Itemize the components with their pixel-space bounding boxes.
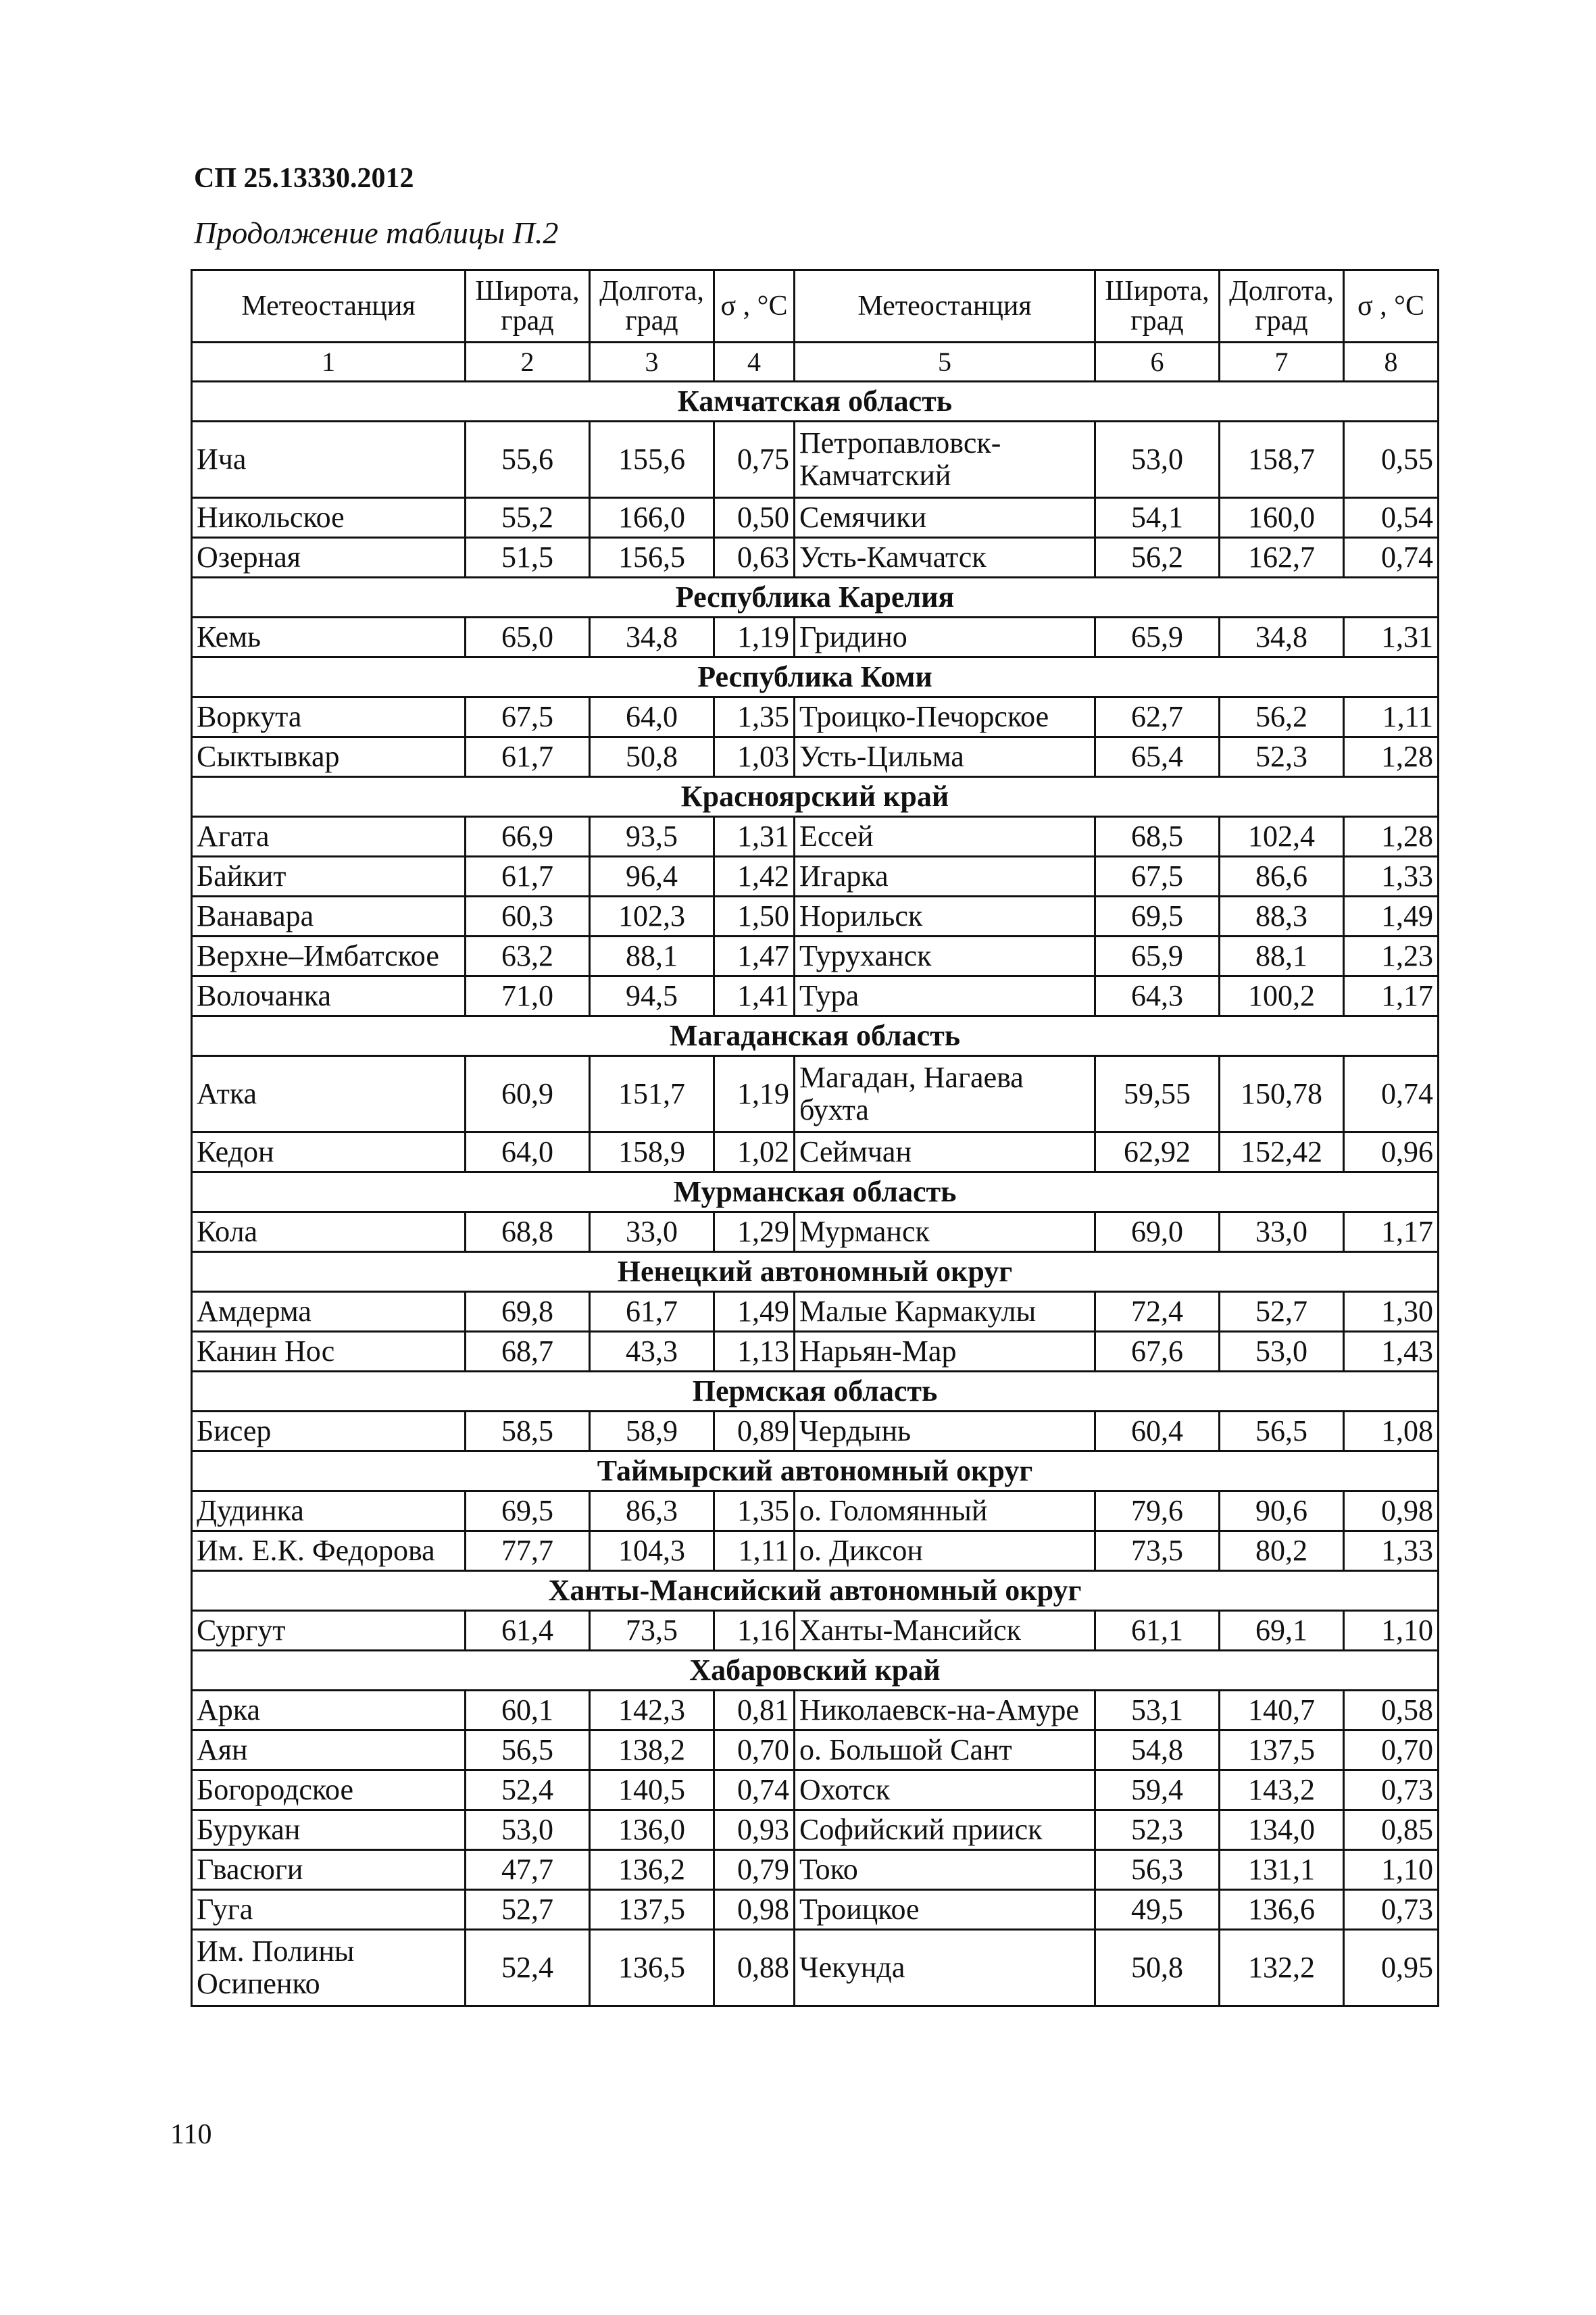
longitude-cell: 151,7 <box>590 1056 714 1132</box>
table-row <box>192 857 1439 897</box>
latitude-cell: 56,5 <box>466 1731 590 1770</box>
region-title: Ханты-Мансийский автономный округ <box>192 1571 1439 1611</box>
longitude-cell: 33,0 <box>1220 1212 1344 1252</box>
meteostation-table <box>191 269 1439 2007</box>
station-name-cell: Атка <box>192 1056 466 1132</box>
longitude-cell: 58,9 <box>590 1412 714 1451</box>
longitude-cell: 90,6 <box>1220 1491 1344 1531</box>
longitude-cell: 162,7 <box>1220 538 1344 578</box>
sigma-cell: 1,23 <box>1344 937 1439 976</box>
longitude-cell: 88,1 <box>590 937 714 976</box>
longitude-cell: 64,0 <box>590 697 714 737</box>
station-name-cell: Агата <box>192 817 466 857</box>
latitude-cell: 53,0 <box>1095 422 1220 498</box>
region-title: Республика Карелия <box>192 578 1439 618</box>
latitude-cell: 62,7 <box>1095 697 1220 737</box>
station-name-cell: Софийский прииск <box>795 1810 1095 1850</box>
longitude-cell: 53,0 <box>1220 1332 1344 1372</box>
station-name-cell: Троицкое <box>795 1890 1095 1930</box>
region-row <box>192 1016 1439 1056</box>
latitude-cell: 66,9 <box>466 817 590 857</box>
latitude-cell: 65,4 <box>1095 737 1220 777</box>
sigma-cell: 0,98 <box>714 1890 795 1930</box>
latitude-cell: 68,5 <box>1095 817 1220 857</box>
station-name-cell: Ванавара <box>192 897 466 937</box>
sigma-cell: 1,02 <box>714 1132 795 1172</box>
station-name-cell: Туруханск <box>795 937 1095 976</box>
station-name-cell: Семячики <box>795 498 1095 538</box>
region-row <box>192 1651 1439 1691</box>
longitude-cell: 136,0 <box>590 1810 714 1850</box>
sigma-cell: 1,28 <box>1344 737 1439 777</box>
region-row <box>192 657 1439 697</box>
longitude-cell: 137,5 <box>1220 1731 1344 1770</box>
latitude-cell: 71,0 <box>466 976 590 1016</box>
header-row <box>192 270 1439 343</box>
table-row <box>192 498 1439 538</box>
latitude-cell: 60,3 <box>466 897 590 937</box>
latitude-cell: 79,6 <box>1095 1491 1220 1531</box>
header-sigma-1: σ , °С <box>714 270 795 343</box>
longitude-cell: 80,2 <box>1220 1531 1344 1571</box>
latitude-cell: 49,5 <box>1095 1890 1220 1930</box>
latitude-cell: 61,1 <box>1095 1611 1220 1651</box>
latitude-cell: 67,5 <box>466 697 590 737</box>
station-name-cell: Охотск <box>795 1770 1095 1810</box>
station-name-cell: Верхне–Имбатское <box>192 937 466 976</box>
sigma-cell: 0,70 <box>714 1731 795 1770</box>
latitude-cell: 56,2 <box>1095 538 1220 578</box>
longitude-cell: 140,5 <box>590 1770 714 1810</box>
table-row <box>192 1770 1439 1810</box>
latitude-cell: 53,0 <box>466 1810 590 1850</box>
region-row <box>192 1372 1439 1412</box>
longitude-cell: 34,8 <box>590 618 714 657</box>
longitude-cell: 86,6 <box>1220 857 1344 897</box>
sigma-cell: 1,49 <box>714 1292 795 1332</box>
latitude-cell: 60,9 <box>466 1056 590 1132</box>
table-row <box>192 1056 1439 1132</box>
longitude-cell: 152,42 <box>1220 1132 1344 1172</box>
station-name-cell: о. Голомянный <box>795 1491 1095 1531</box>
longitude-cell: 102,4 <box>1220 817 1344 857</box>
station-name-cell: Им. Полины Осипенко <box>192 1930 466 2006</box>
station-name-cell: Арка <box>192 1691 466 1731</box>
header-longitude-1: Долгота, град <box>590 270 714 343</box>
longitude-cell: 86,3 <box>590 1491 714 1531</box>
longitude-cell: 73,5 <box>590 1611 714 1651</box>
longitude-cell: 132,2 <box>1220 1930 1344 2006</box>
sigma-cell: 1,41 <box>714 976 795 1016</box>
latitude-cell: 65,9 <box>1095 618 1220 657</box>
region-title: Республика Коми <box>192 657 1439 697</box>
table-row <box>192 1531 1439 1571</box>
station-name-cell: о. Большой Сант <box>795 1731 1095 1770</box>
column-number: 2 <box>466 343 590 382</box>
station-name-cell: Аян <box>192 1731 466 1770</box>
region-row <box>192 1571 1439 1611</box>
sigma-cell: 1,35 <box>714 1491 795 1531</box>
station-name-cell: Ханты-Мансийск <box>795 1611 1095 1651</box>
region-title: Таймырский автономный округ <box>192 1451 1439 1491</box>
latitude-cell: 72,4 <box>1095 1292 1220 1332</box>
longitude-cell: 134,0 <box>1220 1810 1344 1850</box>
column-number: 1 <box>192 343 466 382</box>
sigma-cell: 1,31 <box>1344 618 1439 657</box>
sigma-cell: 1,10 <box>1344 1611 1439 1651</box>
latitude-cell: 59,55 <box>1095 1056 1220 1132</box>
latitude-cell: 69,0 <box>1095 1212 1220 1252</box>
sigma-cell: 1,29 <box>714 1212 795 1252</box>
station-name-cell: Николаевск-на-Амуре <box>795 1691 1095 1731</box>
latitude-cell: 54,8 <box>1095 1731 1220 1770</box>
longitude-cell: 138,2 <box>590 1731 714 1770</box>
longitude-cell: 160,0 <box>1220 498 1344 538</box>
sigma-cell: 0,98 <box>1344 1491 1439 1531</box>
table-body <box>192 382 1439 2006</box>
header-latitude-2: Широта, град <box>1095 270 1220 343</box>
longitude-cell: 88,1 <box>1220 937 1344 976</box>
latitude-cell: 68,8 <box>466 1212 590 1252</box>
column-number: 5 <box>795 343 1095 382</box>
table-row <box>192 1332 1439 1372</box>
longitude-cell: 94,5 <box>590 976 714 1016</box>
station-name-cell: Кемь <box>192 618 466 657</box>
latitude-cell: 60,4 <box>1095 1412 1220 1451</box>
longitude-cell: 131,1 <box>1220 1850 1344 1890</box>
sigma-cell: 1,47 <box>714 937 795 976</box>
sigma-cell: 1,10 <box>1344 1850 1439 1890</box>
longitude-cell: 102,3 <box>590 897 714 937</box>
station-name-cell: Усть-Цильма <box>795 737 1095 777</box>
table-row <box>192 422 1439 498</box>
longitude-cell: 33,0 <box>590 1212 714 1252</box>
sigma-cell: 0,58 <box>1344 1691 1439 1731</box>
station-name-cell: Игарка <box>795 857 1095 897</box>
station-name-cell: Чекунда <box>795 1930 1095 2006</box>
latitude-cell: 55,2 <box>466 498 590 538</box>
sigma-cell: 1,11 <box>714 1531 795 1571</box>
table-row <box>192 1132 1439 1172</box>
station-name-cell: Гвасюги <box>192 1850 466 1890</box>
longitude-cell: 158,9 <box>590 1132 714 1172</box>
region-row <box>192 382 1439 422</box>
sigma-cell: 0,55 <box>1344 422 1439 498</box>
longitude-cell: 104,3 <box>590 1531 714 1571</box>
sigma-cell: 0,89 <box>714 1412 795 1451</box>
sigma-cell: 1,31 <box>714 817 795 857</box>
sigma-cell: 1,42 <box>714 857 795 897</box>
table-row <box>192 1292 1439 1332</box>
sigma-cell: 0,74 <box>1344 1056 1439 1132</box>
station-name-cell: Канин Нос <box>192 1332 466 1372</box>
station-name-cell: Бисер <box>192 1412 466 1451</box>
station-name-cell: Волочанка <box>192 976 466 1016</box>
longitude-cell: 34,8 <box>1220 618 1344 657</box>
station-name-cell: Норильск <box>795 897 1095 937</box>
latitude-cell: 73,5 <box>1095 1531 1220 1571</box>
table-row <box>192 817 1439 857</box>
table-row <box>192 1491 1439 1531</box>
longitude-cell: 143,2 <box>1220 1770 1344 1810</box>
latitude-cell: 69,5 <box>1095 897 1220 937</box>
longitude-cell: 61,7 <box>590 1292 714 1332</box>
sigma-cell: 0,95 <box>1344 1930 1439 2006</box>
region-row <box>192 777 1439 817</box>
longitude-cell: 50,8 <box>590 737 714 777</box>
table-row <box>192 1850 1439 1890</box>
header-longitude-2: Долгота, град <box>1220 270 1344 343</box>
region-row <box>192 1252 1439 1292</box>
station-name-cell: Нарьян-Мар <box>795 1332 1095 1372</box>
sigma-cell: 0,85 <box>1344 1810 1439 1850</box>
table-row <box>192 1412 1439 1451</box>
header-latitude-1: Широта, град <box>466 270 590 343</box>
table-row <box>192 737 1439 777</box>
latitude-cell: 58,5 <box>466 1412 590 1451</box>
longitude-cell: 136,5 <box>590 1930 714 2006</box>
longitude-cell: 93,5 <box>590 817 714 857</box>
station-name-cell: Богородское <box>192 1770 466 1810</box>
latitude-cell: 64,0 <box>466 1132 590 1172</box>
latitude-cell: 55,6 <box>466 422 590 498</box>
longitude-cell: 52,7 <box>1220 1292 1344 1332</box>
region-title: Красноярский край <box>192 777 1439 817</box>
sigma-cell: 1,17 <box>1344 1212 1439 1252</box>
table-caption: Продолжение таблицы П.2 <box>194 216 559 250</box>
longitude-cell: 136,2 <box>590 1850 714 1890</box>
latitude-cell: 63,2 <box>466 937 590 976</box>
sigma-cell: 0,93 <box>714 1810 795 1850</box>
latitude-cell: 64,3 <box>1095 976 1220 1016</box>
station-name-cell: Кедон <box>192 1132 466 1172</box>
latitude-cell: 77,7 <box>466 1531 590 1571</box>
latitude-cell: 69,8 <box>466 1292 590 1332</box>
table-row <box>192 1691 1439 1731</box>
longitude-cell: 140,7 <box>1220 1691 1344 1731</box>
station-name-cell: Озерная <box>192 538 466 578</box>
sigma-cell: 0,96 <box>1344 1132 1439 1172</box>
station-name-cell: Сеймчан <box>795 1132 1095 1172</box>
latitude-cell: 52,4 <box>466 1770 590 1810</box>
longitude-cell: 56,5 <box>1220 1412 1344 1451</box>
longitude-cell: 142,3 <box>590 1691 714 1731</box>
sigma-cell: 0,50 <box>714 498 795 538</box>
table-row <box>192 538 1439 578</box>
latitude-cell: 56,3 <box>1095 1850 1220 1890</box>
station-name-cell: Гридино <box>795 618 1095 657</box>
longitude-cell: 43,3 <box>590 1332 714 1372</box>
table-row <box>192 976 1439 1016</box>
longitude-cell: 136,6 <box>1220 1890 1344 1930</box>
latitude-cell: 67,6 <box>1095 1332 1220 1372</box>
region-title: Камчатская область <box>192 382 1439 422</box>
table-row <box>192 897 1439 937</box>
column-number: 7 <box>1220 343 1344 382</box>
latitude-cell: 53,1 <box>1095 1691 1220 1731</box>
sigma-cell: 1,50 <box>714 897 795 937</box>
sigma-cell: 1,11 <box>1344 697 1439 737</box>
station-name-cell: Сыктывкар <box>192 737 466 777</box>
longitude-cell: 150,78 <box>1220 1056 1344 1132</box>
longitude-cell: 156,5 <box>590 538 714 578</box>
longitude-cell: 137,5 <box>590 1890 714 1930</box>
table-row <box>192 697 1439 737</box>
region-title: Магаданская область <box>192 1016 1439 1056</box>
sigma-cell: 1,49 <box>1344 897 1439 937</box>
sigma-cell: 1,17 <box>1344 976 1439 1016</box>
longitude-cell: 88,3 <box>1220 897 1344 937</box>
sigma-cell: 0,74 <box>1344 538 1439 578</box>
sigma-cell: 1,35 <box>714 697 795 737</box>
region-row <box>192 1172 1439 1212</box>
column-number: 8 <box>1344 343 1439 382</box>
table-row <box>192 1890 1439 1930</box>
station-name-cell: Мурманск <box>795 1212 1095 1252</box>
station-name-cell: Байкит <box>192 857 466 897</box>
station-name-cell: Дудинка <box>192 1491 466 1531</box>
sigma-cell: 0,73 <box>1344 1890 1439 1930</box>
station-name-cell: Троицко-Печорское <box>795 697 1095 737</box>
station-name-cell: Ича <box>192 422 466 498</box>
station-name-cell: Усть-Камчатск <box>795 538 1095 578</box>
station-name-cell: Магадан, Нагаева бухта <box>795 1056 1095 1132</box>
region-title: Мурманская область <box>192 1172 1439 1212</box>
sigma-cell: 1,19 <box>714 1056 795 1132</box>
column-number: 4 <box>714 343 795 382</box>
sigma-cell: 1,33 <box>1344 1531 1439 1571</box>
longitude-cell: 52,3 <box>1220 737 1344 777</box>
station-name-cell: Никольское <box>192 498 466 538</box>
latitude-cell: 62,92 <box>1095 1132 1220 1172</box>
sigma-cell: 1,03 <box>714 737 795 777</box>
longitude-cell: 166,0 <box>590 498 714 538</box>
station-name-cell: Амдерма <box>192 1292 466 1332</box>
station-name-cell: Им. Е.К. Федорова <box>192 1531 466 1571</box>
sigma-cell: 0,79 <box>714 1850 795 1890</box>
latitude-cell: 50,8 <box>1095 1930 1220 2006</box>
sigma-cell: 0,74 <box>714 1770 795 1810</box>
longitude-cell: 96,4 <box>590 857 714 897</box>
sigma-cell: 1,43 <box>1344 1332 1439 1372</box>
longitude-cell: 155,6 <box>590 422 714 498</box>
table-row <box>192 937 1439 976</box>
document-code: СП 25.13330.2012 <box>194 163 414 194</box>
region-row <box>192 578 1439 618</box>
sigma-cell: 0,73 <box>1344 1770 1439 1810</box>
sigma-cell: 0,75 <box>714 422 795 498</box>
sigma-cell: 0,81 <box>714 1691 795 1731</box>
sigma-cell: 0,54 <box>1344 498 1439 538</box>
latitude-cell: 67,5 <box>1095 857 1220 897</box>
station-name-cell: Гуга <box>192 1890 466 1930</box>
station-name-cell: Бурукан <box>192 1810 466 1850</box>
latitude-cell: 59,4 <box>1095 1770 1220 1810</box>
header-station-1: Метеостанция <box>192 270 466 343</box>
table-row <box>192 618 1439 657</box>
table-row <box>192 1212 1439 1252</box>
latitude-cell: 61,7 <box>466 857 590 897</box>
latitude-cell: 52,3 <box>1095 1810 1220 1850</box>
latitude-cell: 47,7 <box>466 1850 590 1890</box>
sigma-cell: 1,08 <box>1344 1412 1439 1451</box>
station-name-cell: Воркута <box>192 697 466 737</box>
sigma-cell: 1,28 <box>1344 817 1439 857</box>
table-row <box>192 1930 1439 2006</box>
header-station-2: Метеостанция <box>795 270 1095 343</box>
latitude-cell: 61,7 <box>466 737 590 777</box>
latitude-cell: 65,9 <box>1095 937 1220 976</box>
station-name-cell: Сургут <box>192 1611 466 1651</box>
latitude-cell: 51,5 <box>466 538 590 578</box>
region-title: Пермская область <box>192 1372 1439 1412</box>
page-number: 110 <box>170 2119 212 2150</box>
latitude-cell: 52,4 <box>466 1930 590 2006</box>
table-row <box>192 1611 1439 1651</box>
region-title: Ненецкий автономный округ <box>192 1252 1439 1292</box>
sigma-cell: 1,19 <box>714 618 795 657</box>
latitude-cell: 52,7 <box>466 1890 590 1930</box>
sigma-cell: 1,33 <box>1344 857 1439 897</box>
sigma-cell: 0,70 <box>1344 1731 1439 1770</box>
sigma-cell: 1,16 <box>714 1611 795 1651</box>
region-title: Хабаровский край <box>192 1651 1439 1691</box>
sigma-cell: 1,30 <box>1344 1292 1439 1332</box>
longitude-cell: 158,7 <box>1220 422 1344 498</box>
header-sigma-2: σ , °С <box>1344 270 1439 343</box>
longitude-cell: 69,1 <box>1220 1611 1344 1651</box>
longitude-cell: 100,2 <box>1220 976 1344 1016</box>
longitude-cell: 56,2 <box>1220 697 1344 737</box>
station-name-cell: Петропавловск-Камчатский <box>795 422 1095 498</box>
table-row <box>192 1810 1439 1850</box>
station-name-cell: Чердынь <box>795 1412 1095 1451</box>
latitude-cell: 60,1 <box>466 1691 590 1731</box>
station-name-cell: Кола <box>192 1212 466 1252</box>
station-name-cell: Ессей <box>795 817 1095 857</box>
column-number: 3 <box>590 343 714 382</box>
column-number: 6 <box>1095 343 1220 382</box>
latitude-cell: 69,5 <box>466 1491 590 1531</box>
latitude-cell: 68,7 <box>466 1332 590 1372</box>
sigma-cell: 1,13 <box>714 1332 795 1372</box>
latitude-cell: 65,0 <box>466 618 590 657</box>
table-row <box>192 1731 1439 1770</box>
station-name-cell: Токо <box>795 1850 1095 1890</box>
latitude-cell: 61,4 <box>466 1611 590 1651</box>
sigma-cell: 0,88 <box>714 1930 795 2006</box>
region-row <box>192 1451 1439 1491</box>
station-name-cell: Тура <box>795 976 1095 1016</box>
station-name-cell: о. Диксон <box>795 1531 1095 1571</box>
sigma-cell: 0,63 <box>714 538 795 578</box>
column-number-row <box>192 343 1439 382</box>
station-name-cell: Малые Кармакулы <box>795 1292 1095 1332</box>
latitude-cell: 54,1 <box>1095 498 1220 538</box>
